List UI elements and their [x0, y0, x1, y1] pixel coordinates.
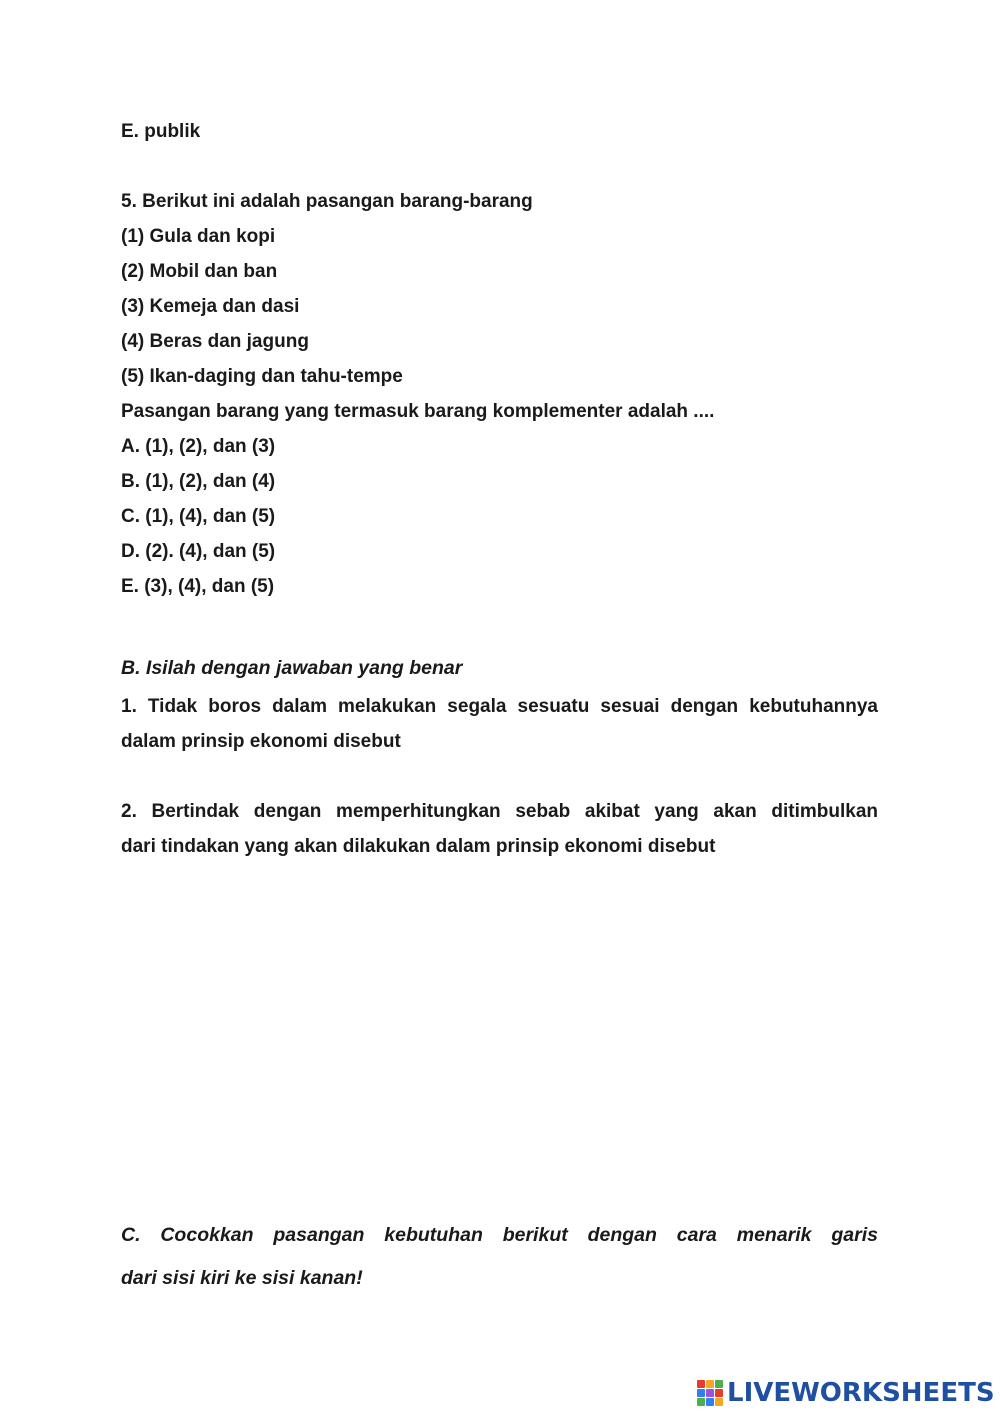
section-b-q2-line1: 2. Bertindak dengan memperhitungkan sebab akibat yang akan ditimbulkan: [121, 801, 878, 822]
option-e-publik: E. publik: [121, 121, 201, 142]
option-d: D. (2). (4), dan (5): [121, 541, 276, 562]
option-c: C. (1), (4), dan (5): [121, 506, 276, 527]
section-c-heading-line1: C. Cocokkan pasangan kebutuhan berikut dengan cara menarik garis: [121, 1224, 878, 1246]
section-b-heading: B. Isilah dengan jawaban yang benar: [121, 657, 463, 679]
section-b-q1-line1: 1. Tidak boros dalam melakukan segala sesuatu sesuai dengan kebutuhannya: [121, 696, 878, 717]
section-b-q1-line2: dalam prinsip ekonomi disebut: [121, 731, 401, 752]
pair-3: (3) Kemeja dan dasi: [121, 296, 300, 317]
logo-blocks-icon: [697, 1380, 723, 1406]
liveworksheets-logo: [697, 1378, 995, 1408]
option-e: E. (3), (4), dan (5): [121, 576, 275, 597]
logo-text: LIVEWORKSHEETS: [727, 1378, 995, 1408]
section-b-q2-line2: dari tindakan yang akan dilakukan dalam prinsip ekonomi disebut: [121, 836, 716, 857]
section-c-heading-line2: dari sisi kiri ke sisi kanan!: [121, 1267, 363, 1289]
pair-5: (5) Ikan-daging dan tahu-tempe: [121, 366, 403, 387]
question-5-prompt: Pasangan barang yang termasuk barang komplementer adalah ....: [121, 401, 715, 422]
pair-4: (4) Beras dan jagung: [121, 331, 309, 352]
option-a: A. (1), (2), dan (3): [121, 436, 276, 457]
option-b: B. (1), (2), dan (4): [121, 471, 276, 492]
pair-2: (2) Mobil dan ban: [121, 261, 278, 282]
question-5-stem: 5. Berikut ini adalah pasangan barang-barang: [121, 191, 533, 212]
pair-1: (1) Gula dan kopi: [121, 226, 276, 247]
